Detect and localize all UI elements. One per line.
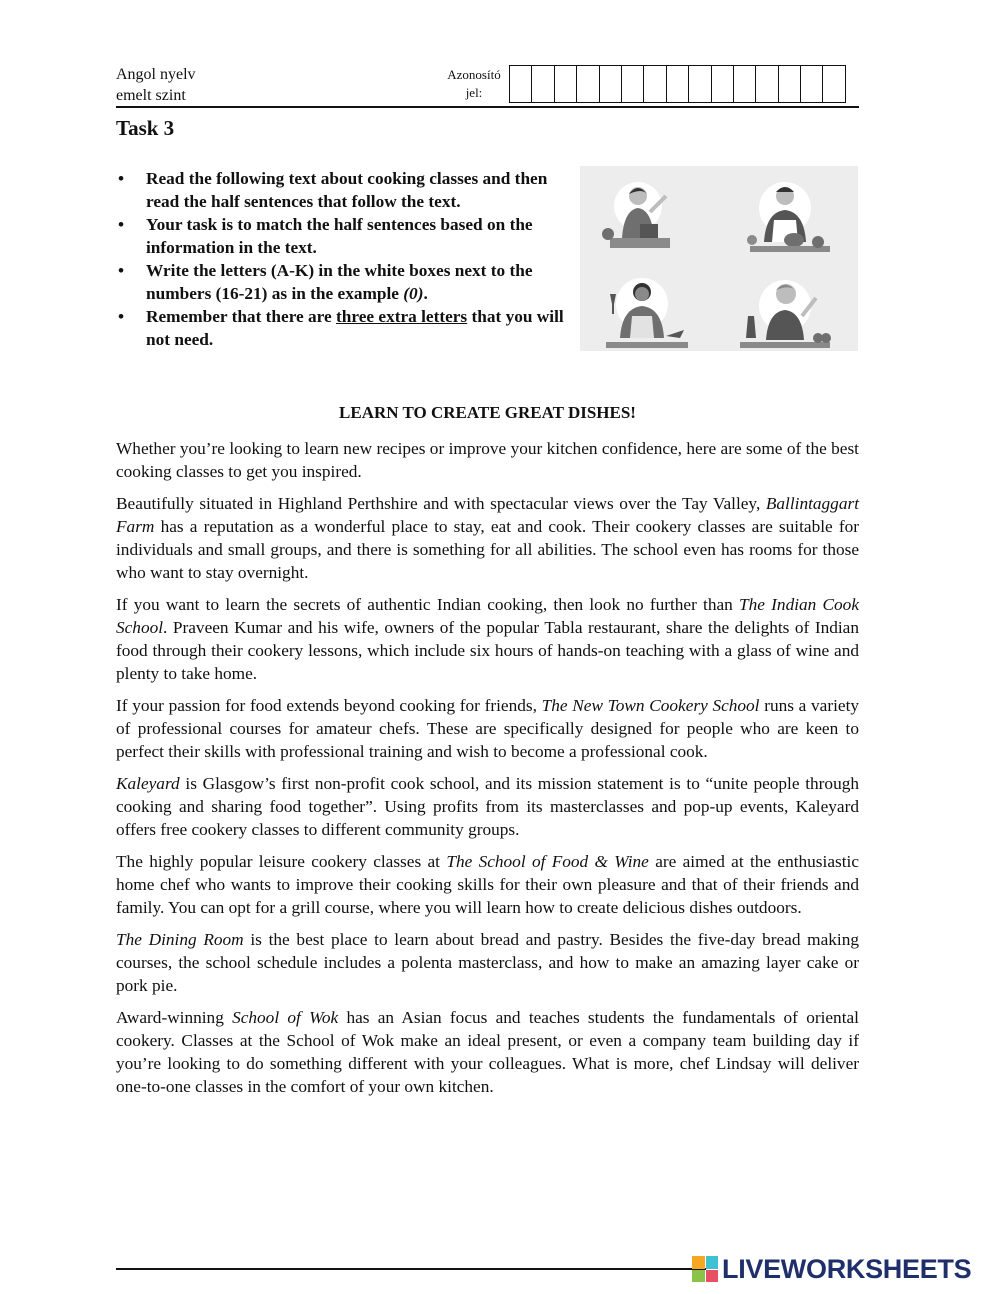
- paragraph-text: is Glasgow’s first non-profit cook school, and its mission statement is to “unite people through cooking and sharing food together”. Using profits from its masterclasses and pop-up events, Kaleyard offers free cookery classes to different community groups.: [116, 774, 859, 839]
- id-box[interactable]: [532, 65, 554, 103]
- liveworksheets-logo-icon: [692, 1256, 718, 1282]
- id-label-line-1: Azonosító: [447, 67, 501, 82]
- exam-subject: [116, 64, 196, 106]
- cook-top-left: [602, 182, 670, 248]
- example-marker: (0): [403, 284, 424, 303]
- id-box[interactable]: [689, 65, 711, 103]
- article-paragraph: [116, 593, 859, 685]
- instruction-text: Read the following text about cooking classes and then read the half sentences that follow the text.: [146, 169, 548, 211]
- instruction-item: [116, 259, 566, 305]
- id-box[interactable]: [667, 65, 689, 103]
- task-title: Task 3: [116, 116, 175, 140]
- paragraph-text: If you want to learn the secrets of authentic Indian cooking, then look no further than: [116, 595, 740, 614]
- id-box[interactable]: [779, 65, 801, 103]
- paragraph-text: is the best place to learn about bread and pastry. Besides the five-day bread making courses, the school schedule includes a polenta masterclass, and how to make an amazing layer cake or pork pie.: [116, 930, 859, 995]
- paragraph-text: has a reputation as a wonderful place to stay, eat and cook. Their cookery classes are suitable for individuals and small groups, and there is something for all abilities. The school even has rooms for those who want to stay overnight.: [116, 517, 859, 582]
- article-paragraph: [116, 694, 859, 763]
- id-box[interactable]: [712, 65, 734, 103]
- school-name: The Dining Room: [116, 930, 244, 949]
- paragraph-text: runs a variety of professional courses for amateur chefs. These are specifically designed for people who are keen to perfect their skills with professional training and wish to become a professional cook.: [116, 696, 860, 761]
- id-box[interactable]: [600, 65, 622, 103]
- paragraph-text: Award-winning: [116, 1008, 233, 1027]
- id-box[interactable]: [734, 65, 756, 103]
- cooks-illustration-svg: [580, 166, 858, 351]
- instruction-text: Remember that there are: [146, 307, 337, 326]
- article-paragraph: [116, 850, 859, 919]
- logo-tile: [692, 1270, 705, 1283]
- article-paragraph: [116, 492, 859, 584]
- instruction-item: [116, 305, 566, 351]
- id-box[interactable]: [510, 65, 532, 103]
- school-name: Kaleyard: [116, 774, 180, 793]
- id-label: [432, 66, 516, 102]
- id-box[interactable]: [756, 65, 778, 103]
- logo-tile: [706, 1256, 719, 1269]
- instruction-text: .: [423, 284, 428, 303]
- instruction-text: that you will not need.: [146, 307, 564, 349]
- article-paragraph: [116, 772, 859, 841]
- article-title: LEARN TO CREATE GREAT DISHES!: [339, 403, 636, 422]
- subject-line-2: emelt szint: [116, 87, 186, 104]
- logo-tile: [706, 1270, 719, 1283]
- paragraph-text: The highly popular leisure cookery classes at: [116, 852, 447, 871]
- footer-rule: [116, 1268, 706, 1270]
- instruction-item: [116, 213, 566, 259]
- article-paragraph: [116, 928, 859, 997]
- school-name: The School of Food & Wine: [446, 852, 649, 871]
- instruction-text: Write the letters (A-K) in the white boxes next to the numbers (16-21) as in the example: [146, 261, 533, 303]
- id-box[interactable]: [577, 65, 599, 103]
- id-box[interactable]: [622, 65, 644, 103]
- school-name: The New Town Cookery School: [541, 696, 760, 715]
- article-body: [116, 437, 859, 1107]
- instruction-item: [116, 167, 566, 213]
- liveworksheets-logo[interactable]: [692, 1254, 990, 1284]
- paragraph-text: has an Asian focus and teaches students the fundamentals of oriental cookery. Classes at the School of Wok make an ideal present, or even a company team building day if you’re looking to do something different with your colleagues. What is more, chef Lindsay will deliver one-to-one classes in the comfort of your own kitchen.: [116, 1008, 859, 1096]
- paragraph-text: . Praveen Kumar and his wife, owners of the popular Tabla restaurant, share the delights of Indian food through their cookery lessons, which include six hours of hands-on teaching with a glass of wine and plenty to take home.: [116, 618, 859, 683]
- instruction-text: Your task is to match the half sentences based on the information in the text.: [146, 215, 533, 257]
- school-name: The Indian Cook School: [116, 595, 859, 637]
- id-box[interactable]: [823, 65, 845, 103]
- instructions-list: [116, 167, 566, 351]
- id-boxes[interactable]: [509, 65, 846, 103]
- id-label-line-2: jel:: [465, 85, 483, 100]
- id-box[interactable]: [801, 65, 823, 103]
- paragraph-text: Beautifully situated in Highland Perthshire and with spectacular views over the Tay Valley,: [116, 494, 766, 513]
- id-box[interactable]: [644, 65, 666, 103]
- cooking-illustration: [580, 166, 858, 351]
- instruction-emphasis: three extra letters: [336, 307, 468, 326]
- logo-text: LIVEWORKSHEETS: [722, 1253, 972, 1284]
- logo-tile: [692, 1256, 705, 1269]
- article-paragraph: [116, 1006, 859, 1098]
- cook-bottom-right: [740, 280, 831, 348]
- header-rule: [116, 106, 859, 108]
- school-name: School of Wok: [232, 1008, 339, 1027]
- paragraph-text: If your passion for food extends beyond cooking for friends,: [116, 696, 542, 715]
- school-name: Ballintaggart Farm: [116, 494, 859, 536]
- paragraph-text: Whether you’re looking to learn new recipes or improve your kitchen confidence, here are some of the best cooking classes to get you inspired.: [116, 439, 859, 481]
- paragraph-text: are aimed at the enthusiastic home chef who wants to improve their cooking skills for their own pleasure and that of their friends and family. You can opt for a grill course, where you will learn how to create delicious dishes outdoors.: [116, 852, 860, 917]
- id-box[interactable]: [555, 65, 577, 103]
- cook-top-right: [747, 182, 830, 252]
- article-paragraph: [116, 437, 859, 483]
- cook-bottom-left: [606, 278, 688, 348]
- subject-line-1: Angol nyelv: [116, 66, 196, 83]
